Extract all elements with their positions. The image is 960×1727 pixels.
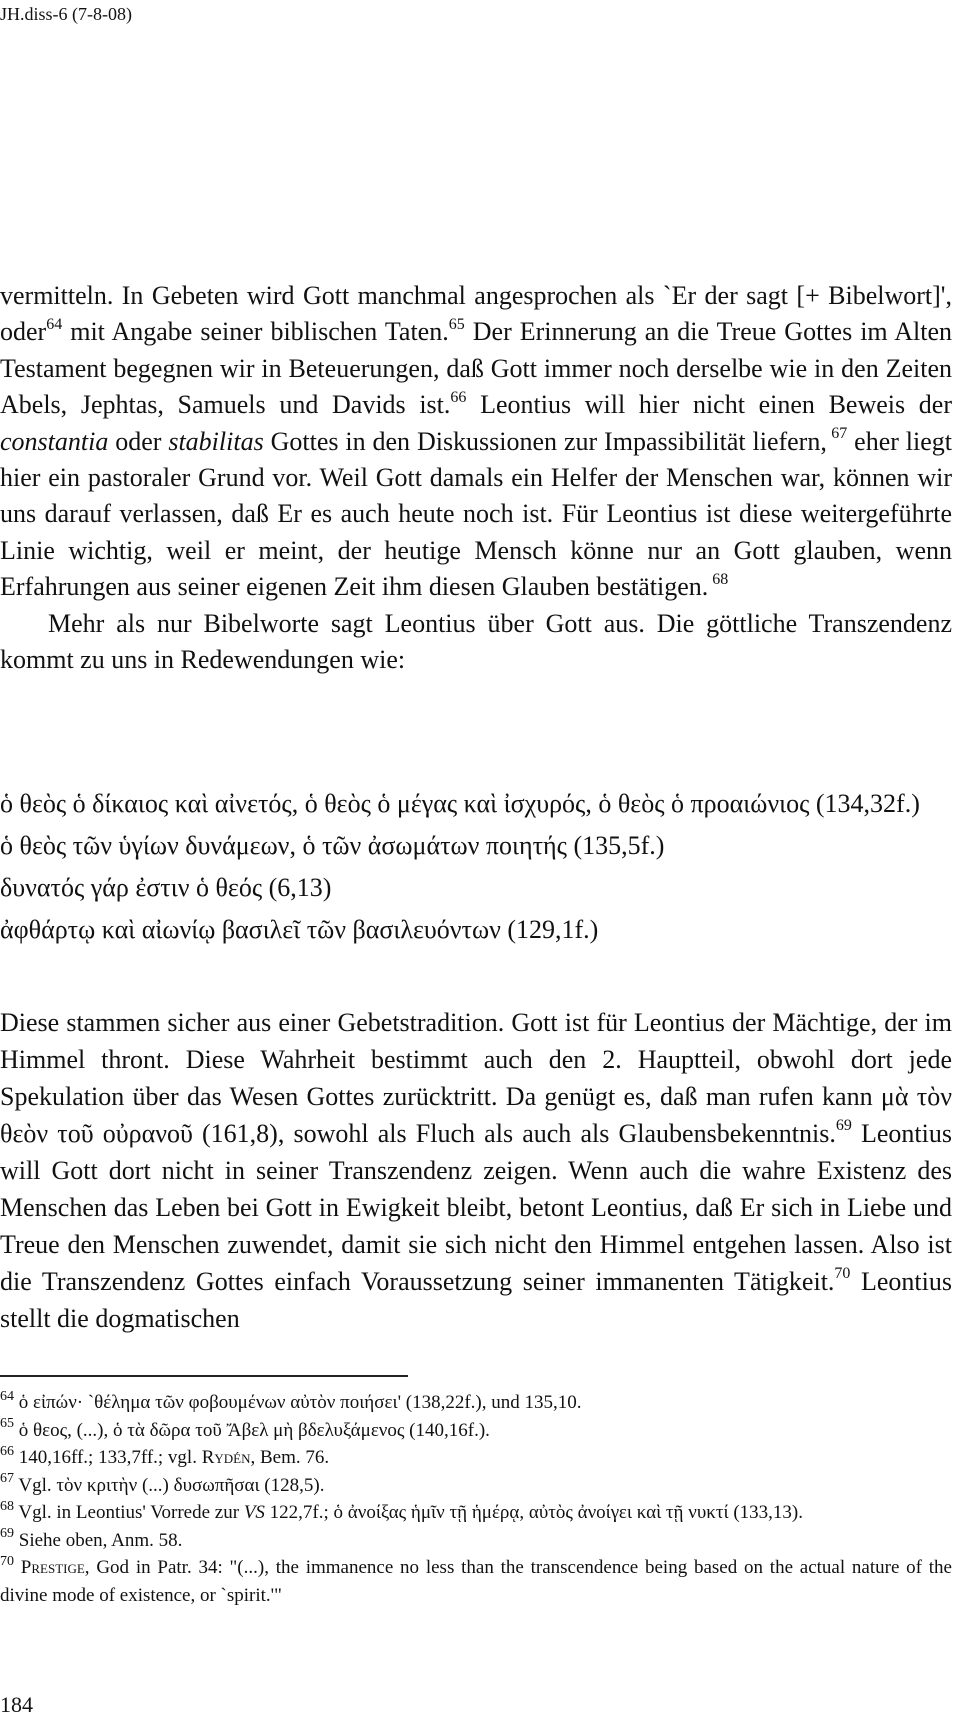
footnote-69: $^{69}$ Siehe oben, Anm. 58.: [0, 1526, 183, 1551]
footnote-ref-70[interactable]: 70: [834, 1265, 851, 1283]
italic-term: constantia: [0, 426, 109, 456]
footnote-ref-68[interactable]: 68: [708, 570, 729, 588]
quote-line: δυνατός γάρ ἐστιν ὁ θεός (6,13): [0, 873, 332, 902]
quote-line: ὁ θεὸς ὁ δίκαιος καὶ αἰνετός, ὁ θεὸς ὁ μέγας καὶ ἰσχυρός, ὁ θεὸς ὁ προαιώνιος (134,32f.): [0, 789, 920, 818]
footnotes: [0, 1389, 952, 1609]
footnote-ref-69[interactable]: 69: [835, 1117, 852, 1135]
footnote-divider: [0, 1375, 408, 1377]
footnote-ref-65[interactable]: 65: [448, 315, 465, 333]
page-number: 184: [0, 1692, 33, 1717]
footnote-ref-64[interactable]: 64: [46, 315, 63, 333]
quote-line: ἀφθάρτῳ καὶ αἰωνίῳ βασιλεῖ τῶν βασιλευόντων (129,1f.): [0, 915, 599, 944]
footnote-68: $^{68}$ Vgl. in Leontius' Vorrede zur VS 122,7f.; ὁ ἀνοίξας ἡμῖν τῇ ἡμέρᾳ, αὐτὸς ἀνοίγει καὶ τῇ νυκτί (133,13).: [0, 1498, 803, 1523]
footnote-70: $^{70}$ Prestige, God in Patr. 34: "(...), the immanence no less than the transcendence being based on the actual nature of the divine mode of existence, or `spirit.'": [0, 1553, 952, 1606]
paragraph-2: Mehr als nur Bibelworte sagt Leontius über Gott aus. Die göttliche Transzendenz kommt zu uns in Redewendungen wie:: [0, 608, 952, 675]
footnote-64: $^{64}$ ὁ εἰπών· `θέλημα τῶν φοβουμένων αὐτὸν ποιήσει' (138,22f.), und 135,10.: [0, 1388, 582, 1413]
greek-quotations: [0, 785, 952, 948]
footnote-ref-67[interactable]: 67: [826, 424, 848, 442]
author-name: Prestige: [14, 1557, 85, 1578]
paragraph-1: vermitteln. In Gebeten wird Gott manchmal angesprochen als `Er der sagt [+ Bibelwort]', oder$^{64}$ mit Angabe seiner biblischen Taten.$^{65}$ Der Erinnerung an die Treue Gottes im Alten Testament begegnen wir in Beteuerungen, daß Gott immer noch derselbe wie in den Zeiten Abels, Jephtas, Samuels und Davids ist.$^{66}$ Leontius will hier nicht einen Beweis der constantia oder stabilitas Gottes in den Diskussionen zur Impassibilität liefern, $^{67}$ eher liegt hier ein pastoraler Grund vor. Weil Gott damals ein Helfer der Menschen war, können wir uns darauf verlassen, daß Er es auch heute noch ist. Für Leontius ist diese weitergeführte Linie wichtig, weil er meint, der heutige Mensch könne nur an Gott glauben, wenn Erfahrungen aus seiner eigenen Zeit ihm diesen Glauben bestätigen. $^{68}$: [0, 281, 953, 602]
main-text: [0, 278, 952, 678]
quote-line: ὁ θεὸς τῶν ὑγίων δυνάμεων, ὁ τῶν ἀσωμάτων ποιητής (135,5f.): [0, 831, 665, 860]
footnote-66: $^{66}$ 140,16ff.; 133,7ff.; vgl. Rydén, Bem. 76.: [0, 1443, 330, 1468]
author-name: Rydén: [201, 1447, 251, 1468]
footnote-ref-66[interactable]: 66: [450, 388, 467, 406]
footnote-67: $^{67}$ Vgl. τὸν κριτὴν (...) δυσωπῆσαι (128,5).: [0, 1471, 325, 1496]
italic-term: stabilitas: [168, 426, 264, 456]
document-header: JH.diss-6 (7-8-08): [0, 4, 132, 24]
paragraph-3: Diese stammen sicher aus einer Gebetstradition. Gott ist für Leontius der Mächtige, der im Himmel thront. Diese Wahrheit bestimmt auch den 2. Hauptteil, obwohl dort jede Spekulation über das Wesen Gottes zurücktritt. Da genügt es, daß man rufen kann μὰ τὸν θεὸν τοῦ οὐρανοῦ (161,8), sowohl als Fluch als auch als Glaubensbekenntnis.$^{69}$ Leontius will Gott dort nicht in seiner Transzendenz zeigen. Wenn auch die wahre Existenz des Menschen das Leben bei Gott in Ewigkeit bleibt, betont Leontius, daß Er sich in Liebe und Treue den Menschen zuwendet, damit sie sich nicht den Himmel entgehen lassen. Also ist die Transzendenz Gottes einfach Voraussetzung seiner immanenten Tätigkeit.$^{70}$ Leontius stellt die dogmatischen: [0, 1008, 952, 1333]
footnote-65: $^{65}$ ὁ θεος, (...), ὁ τὰ δῶρα τοῦ Ἄβελ μὴ βδελυξάμενος (140,16f.).: [0, 1416, 490, 1441]
